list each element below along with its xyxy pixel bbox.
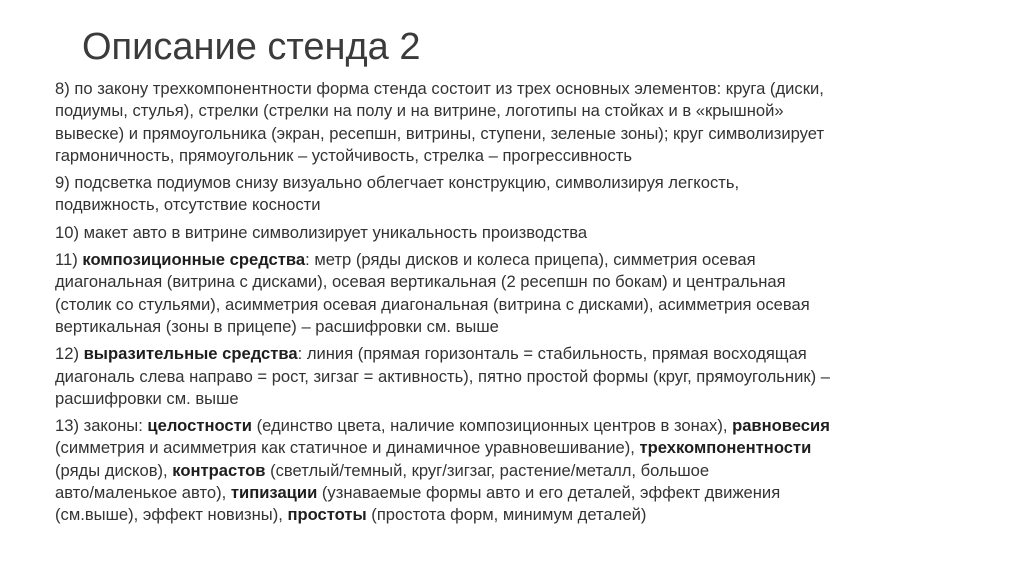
paragraph-13-line — [55, 482, 955, 504]
paragraph-11-number: 11) — [55, 250, 83, 270]
contrasts-term: контрастов — [172, 460, 266, 480]
paragraph-13-text: (простота форм, минимум деталей) — [366, 505, 647, 525]
paragraph-13-line — [55, 437, 955, 459]
paragraph-13-line — [55, 460, 955, 482]
paragraph-8-line: 8) по закону трехкомпонентности форма стенда состоит из трех основных элементов: круга (диски, — [55, 79, 824, 98]
paragraph-11-line — [55, 249, 955, 271]
paragraph-12-text: : линия (прямая горизонталь = стабильность, прямая восходящая — [297, 344, 807, 364]
paragraph-8-line: гармоничность, прямоугольник – устойчивость, стрелка – прогрессивность — [55, 145, 633, 165]
paragraph-11-line: (столик со стульями), асимметрия осевая диагональная (витрина с дисками), асимметрия осевая — [55, 294, 810, 314]
paragraph-12 — [55, 343, 955, 410]
paragraph-13-text: авто/маленькое авто), — [55, 483, 231, 503]
typification-term: типизации — [230, 483, 318, 503]
paragraph-10 — [55, 222, 955, 244]
paragraph-8 — [55, 78, 955, 167]
paragraph-11-line: вертикальная (зоны в прицепе) – расшифровки см. выше — [55, 316, 499, 336]
paragraph-13-line — [55, 415, 955, 437]
integrity-term: целостности — [147, 416, 252, 436]
paragraph-13-text: (ряды дисков), — [55, 460, 173, 480]
paragraph-9-line: 9) подсветка подиумов снизу визуально облегчает конструкцию, символизируя легкость, — [55, 173, 740, 193]
paragraph-13-text: 13) законы: — [55, 416, 148, 436]
paragraph-13-text: (светлый/темный, круг/зигзаг, растение/металл, большое — [265, 460, 710, 480]
paragraph-12-line: диагональ слева направо = рост, зигзаг = активность), пятно простой формы (круг, прямоугольник) – — [55, 366, 830, 386]
paragraph-13-text: (симметрия и асимметрия как статичное и динамичное уравновешивание), — [55, 438, 640, 458]
composition-means-term: композиционные средства — [82, 250, 306, 270]
paragraph-11-line: диагональная (витрина с дисками), осевая вертикальная (2 ресепшн по бокам) и центральная — [55, 272, 786, 292]
three-component-term: трехкомпонентности — [639, 438, 812, 458]
paragraph-12-line: расшифровки см. выше — [55, 388, 239, 408]
paragraph-13-text: (узнаваемые формы авто и его деталей, эффект движения — [317, 483, 781, 503]
paragraph-8-line: подиумы, стулья), стрелки (стрелки на полу и на витрине, логотипы на стойках и в «крышной» — [55, 101, 784, 121]
paragraph-12-number: 12) — [55, 344, 84, 364]
slide-body — [55, 78, 955, 532]
paragraph-13-line — [55, 504, 955, 526]
paragraph-12-line — [55, 343, 955, 365]
paragraph-9-line: подвижность, отсутствие косности — [55, 195, 321, 215]
paragraph-13-text: (единство цвета, наличие композиционных центров в зонах), — [251, 416, 733, 436]
balance-term: равновесия — [732, 416, 830, 436]
slide-title: Описание стенда 2 — [82, 26, 421, 68]
paragraph-13 — [55, 415, 955, 526]
paragraph-10-line: 10) макет авто в витрине символизирует уникальность производства — [55, 222, 588, 242]
paragraph-9 — [55, 172, 955, 217]
simplicity-term: простоты — [287, 505, 367, 525]
paragraph-8-line: вывеске) и прямоугольника (экран, ресепшн, витрины, ступени, зеленые зоны); круг символизирует — [55, 123, 825, 143]
paragraph-11-text: : метр (ряды дисков и колеса прицепа), симметрия осевая — [305, 250, 756, 270]
paragraph-13-text: (см.выше), эффект новизны), — [55, 505, 288, 525]
paragraph-11 — [55, 249, 955, 338]
expressive-means-term: выразительные средства — [83, 344, 298, 364]
